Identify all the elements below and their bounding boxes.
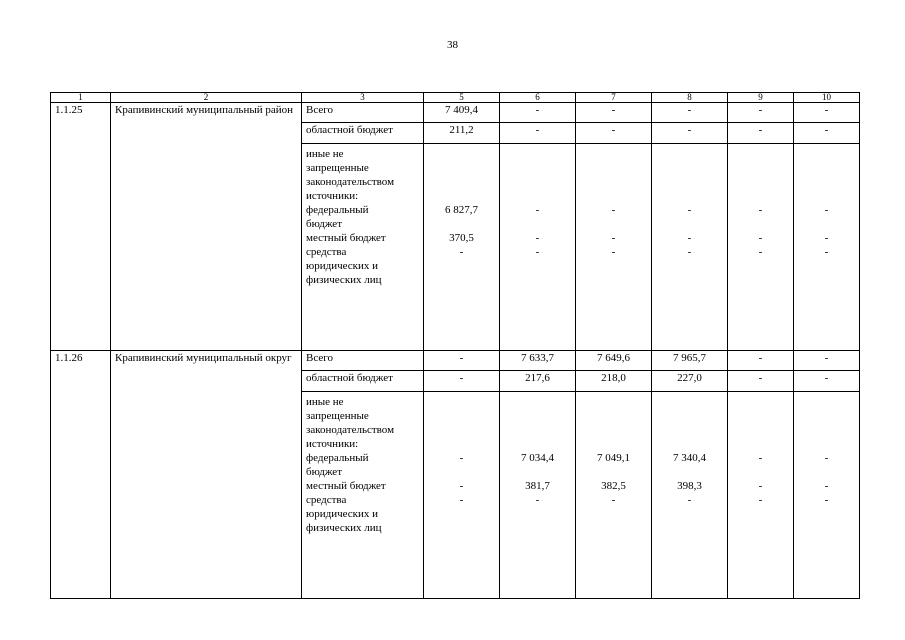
other-sources-label: источники:: [306, 190, 359, 202]
local-value: -: [459, 480, 464, 492]
value-stack: [500, 392, 576, 599]
local-value: -: [758, 480, 763, 492]
value-cell: 7 409,4: [424, 103, 500, 123]
item-code: 1.1.25: [51, 103, 111, 351]
federal-value: -: [611, 204, 616, 216]
item-name: Крапивинский муниципальный округ: [111, 351, 302, 599]
local-value: -: [687, 232, 692, 244]
federal-value: -: [758, 452, 763, 464]
value-cell: 227,0: [652, 371, 728, 392]
federal-budget-label: бюджет: [306, 466, 342, 478]
value-stack: [728, 144, 794, 351]
local-value: -: [758, 232, 763, 244]
value-cell: -: [500, 103, 576, 123]
federal-value: 6 827,7: [445, 204, 478, 216]
value-cell: -: [652, 123, 728, 144]
page-number: 38: [447, 39, 458, 51]
value-cell: -: [794, 371, 860, 392]
local-value: 398,3: [677, 480, 702, 492]
legal-value: -: [459, 494, 464, 506]
item-name: Крапивинский муниципальный район: [111, 103, 302, 351]
legal-entities-label: физических лиц: [306, 274, 382, 286]
legal-entities-label: средства: [306, 246, 347, 258]
value-stack: [794, 144, 860, 351]
value-cell: -: [424, 351, 500, 371]
value-stack: [794, 392, 860, 599]
value-cell: 7 649,6: [576, 351, 652, 371]
source-label: областной бюджет: [302, 123, 424, 144]
value-stack: [424, 144, 500, 351]
legal-value: -: [611, 246, 616, 258]
table-row: [51, 103, 860, 123]
legal-value: -: [687, 246, 692, 258]
federal-value: -: [535, 204, 540, 216]
legal-value: -: [824, 246, 829, 258]
column-number: 9: [728, 93, 794, 103]
value-cell: -: [794, 103, 860, 123]
local-budget-label: местный бюджет: [306, 232, 386, 244]
federal-budget-label: бюджет: [306, 218, 342, 230]
column-number: 5: [424, 93, 500, 103]
local-value: 370,5: [449, 232, 474, 244]
local-value: 381,7: [525, 480, 550, 492]
value-cell: -: [424, 371, 500, 392]
other-sources-label: иные не: [306, 148, 344, 160]
local-budget-label: местный бюджет: [306, 480, 386, 492]
legal-value: -: [758, 246, 763, 258]
value-cell: -: [576, 123, 652, 144]
source-label-group: [302, 392, 424, 599]
value-cell: 7 965,7: [652, 351, 728, 371]
value-cell: -: [728, 103, 794, 123]
column-number-row: [51, 93, 860, 103]
column-number: 3: [302, 93, 424, 103]
federal-value: 7 034,4: [521, 452, 554, 464]
value-stack: [576, 392, 652, 599]
value-stack: [576, 144, 652, 351]
value-cell: 217,6: [500, 371, 576, 392]
value-cell: -: [576, 103, 652, 123]
column-number: 10: [794, 93, 860, 103]
federal-budget-label: федеральный: [306, 452, 369, 464]
legal-value: -: [824, 494, 829, 506]
item-code: 1.1.26: [51, 351, 111, 599]
value-cell: 211,2: [424, 123, 500, 144]
federal-value: -: [687, 204, 692, 216]
local-value: -: [824, 232, 829, 244]
value-stack: [424, 392, 500, 599]
value-cell: -: [500, 123, 576, 144]
value-stack: [728, 392, 794, 599]
other-sources-label: законодательством: [306, 424, 395, 436]
value-cell: -: [728, 371, 794, 392]
source-label: областной бюджет: [302, 371, 424, 392]
legal-value: -: [535, 246, 540, 258]
federal-value: -: [824, 204, 829, 216]
legal-entities-label: юридических и: [306, 508, 379, 520]
other-sources-label: законодательством: [306, 176, 395, 188]
column-number: 2: [111, 93, 302, 103]
column-number: 6: [500, 93, 576, 103]
local-value: -: [824, 480, 829, 492]
value-cell: -: [794, 351, 860, 371]
legal-entities-label: юридических и: [306, 260, 379, 272]
value-cell: -: [728, 123, 794, 144]
local-value: 382,5: [601, 480, 626, 492]
legal-entities-label: средства: [306, 494, 347, 506]
federal-value: 7 340,4: [673, 452, 706, 464]
table-row: [51, 351, 860, 371]
legal-entities-label: физических лиц: [306, 522, 382, 534]
value-cell: -: [728, 351, 794, 371]
local-value: -: [535, 232, 540, 244]
federal-value: -: [459, 452, 464, 464]
local-value: -: [611, 232, 616, 244]
federal-value: -: [824, 452, 829, 464]
budget-table: [50, 92, 860, 599]
value-cell: 7 633,7: [500, 351, 576, 371]
column-number: 8: [652, 93, 728, 103]
source-label: Всего: [302, 103, 424, 123]
other-sources-label: источники:: [306, 438, 359, 450]
legal-value: -: [758, 494, 763, 506]
legal-value: -: [687, 494, 692, 506]
value-cell: -: [652, 103, 728, 123]
legal-value: -: [535, 494, 540, 506]
value-cell: -: [794, 123, 860, 144]
other-sources-label: иные не: [306, 396, 344, 408]
value-cell: 218,0: [576, 371, 652, 392]
column-number: 1: [51, 93, 111, 103]
source-label-group: [302, 144, 424, 351]
federal-value: -: [758, 204, 763, 216]
legal-value: -: [459, 246, 464, 258]
column-number: 7: [576, 93, 652, 103]
federal-value: 7 049,1: [597, 452, 630, 464]
source-label: Всего: [302, 351, 424, 371]
value-stack: [652, 144, 728, 351]
other-sources-label: запрещенные: [306, 162, 369, 174]
legal-value: -: [611, 494, 616, 506]
federal-budget-label: федеральный: [306, 204, 369, 216]
value-stack: [652, 392, 728, 599]
value-stack: [500, 144, 576, 351]
other-sources-label: запрещенные: [306, 410, 369, 422]
